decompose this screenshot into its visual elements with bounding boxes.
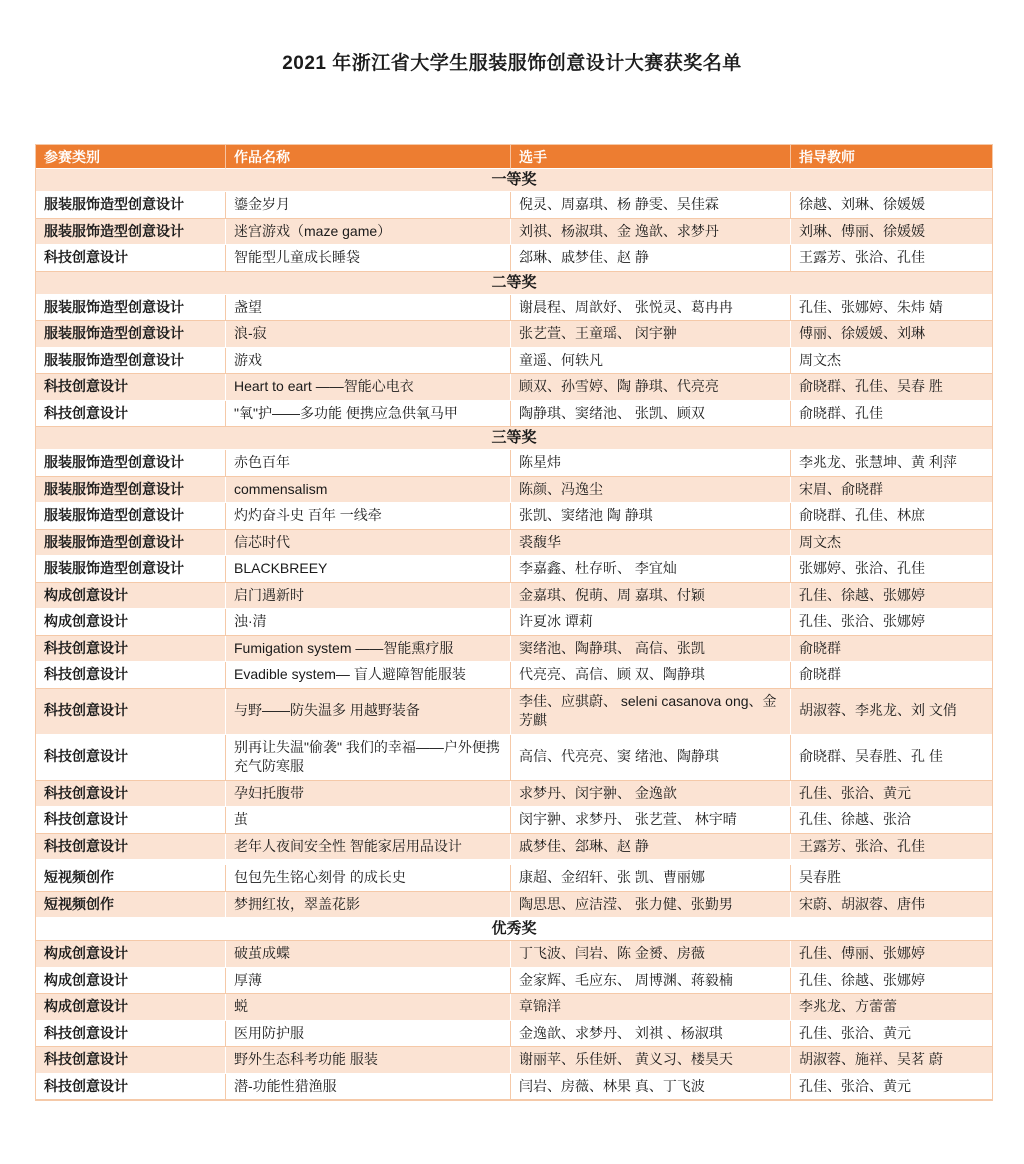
table-row (36, 321, 992, 348)
category-cell: 服装服饰造型创意设计 (36, 503, 226, 530)
teachers-cell: 俞晓群、孔佳、林庶 (791, 503, 992, 530)
category-cell: 服装服饰造型创意设计 (36, 321, 226, 348)
teachers-cell: 俞晓群、吴春胜、孔 佳 (791, 735, 992, 781)
category-cell: 服装服饰造型创意设计 (36, 477, 226, 504)
contestants-cell: 童遥、何轶凡 (511, 348, 791, 375)
document-page (0, 52, 1024, 1164)
teachers-cell: 李兆龙、方蕾蕾 (791, 994, 992, 1021)
work-cell: 茧 (226, 807, 511, 834)
category-cell: 科技创意设计 (36, 401, 226, 428)
contestants-cell: 顾双、孙雪婷、陶 静琪、代亮亮 (511, 374, 791, 401)
category-cell: 科技创意设计 (36, 689, 226, 735)
teachers-cell: 孔佳、张洽、张娜婷 (791, 609, 992, 636)
table-row (36, 807, 992, 834)
contestants-cell: 金逸歆、求梦丹、 刘祺 、杨淑琪 (511, 1021, 791, 1048)
work-cell: "氧"护——多功能 便携应急供氧马甲 (226, 401, 511, 428)
teachers-cell: 胡淑蓉、施祥、吴茗 蔚 (791, 1047, 992, 1074)
table-row (36, 450, 992, 477)
work-cell: 浪-寂 (226, 321, 511, 348)
work-cell: 梦拥红妆，翠盖花影 (226, 892, 511, 919)
section-label: 优秀奖 (36, 918, 992, 941)
table-header-row (36, 145, 992, 169)
category-cell: 服装服饰造型创意设计 (36, 348, 226, 375)
teachers-cell: 周文杰 (791, 348, 992, 375)
work-cell: 信芯时代 (226, 530, 511, 557)
contestants-cell: 陈星炜 (511, 450, 791, 477)
section-row (36, 427, 992, 450)
category-cell: 科技创意设计 (36, 1021, 226, 1048)
category-cell: 服装服饰造型创意设计 (36, 450, 226, 477)
work-cell: 包包先生铭心刻骨 的成长史 (226, 865, 511, 892)
teachers-cell: 俞晓群 (791, 636, 992, 663)
contestants-cell: 刘祺、杨淑琪、金 逸歆、求梦丹 (511, 219, 791, 246)
contestants-cell: 陈颜、冯逸尘 (511, 477, 791, 504)
category-cell: 科技创意设计 (36, 245, 226, 272)
work-cell: 鎏金岁月 (226, 192, 511, 219)
awards-table-wrap (35, 144, 991, 1101)
teachers-cell: 王露芳、张洽、孔佳 (791, 834, 992, 861)
teachers-cell: 宋眉、俞晓群 (791, 477, 992, 504)
work-cell: 智能型儿童成长睡袋 (226, 245, 511, 272)
work-cell: 盏望 (226, 295, 511, 322)
teachers-cell: 王露芳、张洽、孔佳 (791, 245, 992, 272)
table-row (36, 1047, 992, 1074)
category-cell: 服装服饰造型创意设计 (36, 192, 226, 219)
category-cell: 构成创意设计 (36, 941, 226, 968)
category-cell: 科技创意设计 (36, 662, 226, 689)
teachers-cell: 周文杰 (791, 530, 992, 557)
teachers-cell: 傅丽、徐媛媛、刘琳 (791, 321, 992, 348)
table-row (36, 401, 992, 428)
category-cell: 科技创意设计 (36, 807, 226, 834)
teachers-cell: 宋蔚、胡淑蓉、唐伟 (791, 892, 992, 919)
work-cell: Evadible system— 盲人避障智能服装 (226, 662, 511, 689)
table-row (36, 941, 992, 968)
awards-table-body (36, 169, 992, 1100)
table-row (36, 662, 992, 689)
work-cell: 医用防护服 (226, 1021, 511, 1048)
contestants-cell: 李嘉鑫、杜存昕、 李宜灿 (511, 556, 791, 583)
table-row (36, 636, 992, 663)
contestants-cell: 陶思思、应洁滢、 张力健、张勤男 (511, 892, 791, 919)
table-row (36, 689, 992, 735)
teachers-cell: 孔佳、张洽、黄元 (791, 1074, 992, 1101)
teachers-cell: 俞晓群 (791, 662, 992, 689)
contestants-cell: 张艺萱、王童瑶、 闵宇翀 (511, 321, 791, 348)
contestants-cell: 窦绪池、陶静琪、 高信、张凯 (511, 636, 791, 663)
contestants-cell: 金嘉琪、倪萌、周 嘉琪、付颖 (511, 583, 791, 610)
work-cell: BLACKBREEY (226, 556, 511, 583)
table-row (36, 348, 992, 375)
table-row (36, 503, 992, 530)
header-cell-1: 作品名称 (226, 145, 511, 169)
section-label: 一等奖 (36, 169, 992, 192)
table-row (36, 556, 992, 583)
category-cell: 科技创意设计 (36, 834, 226, 861)
contestants-cell: 闵宇翀、求梦丹、 张艺萱、 林宇晴 (511, 807, 791, 834)
category-cell: 构成创意设计 (36, 609, 226, 636)
work-cell: 厚薄 (226, 968, 511, 995)
work-cell: 孕妇托腹带 (226, 781, 511, 808)
contestants-cell: 章锦洋 (511, 994, 791, 1021)
work-cell: 迷宫游戏（maze game） (226, 219, 511, 246)
work-cell: 蜕 (226, 994, 511, 1021)
table-row (36, 245, 992, 272)
contestants-cell: 金家辉、毛应东、 周博渊、蒋毅楠 (511, 968, 791, 995)
teachers-cell: 孔佳、徐越、张娜婷 (791, 583, 992, 610)
page-title: 2021 年浙江省大学生服装服饰创意设计大赛获奖名单 (282, 53, 742, 74)
category-cell: 服装服饰造型创意设计 (36, 219, 226, 246)
contestants-cell: 郐琳、戚梦佳、赵 静 (511, 245, 791, 272)
contestants-cell: 陶静琪、窦绪池、 张凯、顾双 (511, 401, 791, 428)
contestants-cell: 求梦丹、闵宇翀、 金逸歆 (511, 781, 791, 808)
teachers-cell: 孔佳、张洽、黄元 (791, 1021, 992, 1048)
teachers-cell: 孔佳、张娜婷、朱炜 婧 (791, 295, 992, 322)
work-cell: 灼灼奋斗史 百年 一线牵 (226, 503, 511, 530)
work-cell: 启门遇新时 (226, 583, 511, 610)
table-row (36, 192, 992, 219)
category-cell: 科技创意设计 (36, 1074, 226, 1101)
work-cell: 与野——防失温多 用越野装备 (226, 689, 511, 735)
contestants-cell: 康超、金绍轩、张 凯、曹丽娜 (511, 865, 791, 892)
table-row (36, 968, 992, 995)
table-row (36, 735, 992, 781)
category-cell: 服装服饰造型创意设计 (36, 295, 226, 322)
table-row (36, 865, 992, 892)
category-cell: 科技创意设计 (36, 636, 226, 663)
teachers-cell: 俞晓群、孔佳 (791, 401, 992, 428)
header-cell-0: 参赛类别 (36, 145, 226, 169)
table-row (36, 374, 992, 401)
teachers-cell: 徐越、刘琳、徐媛媛 (791, 192, 992, 219)
category-cell: 科技创意设计 (36, 781, 226, 808)
table-row (36, 530, 992, 557)
table-row (36, 892, 992, 919)
contestants-cell: 谢晨程、周歆妤、 张悦灵、葛冉冉 (511, 295, 791, 322)
table-row (36, 477, 992, 504)
contestants-cell: 许夏冰 谭莉 (511, 609, 791, 636)
contestants-cell: 戚梦佳、郐琳、赵 静 (511, 834, 791, 861)
category-cell: 构成创意设计 (36, 968, 226, 995)
category-cell: 构成创意设计 (36, 994, 226, 1021)
work-cell: 别再让失温"偷袭" 我们的幸福——户外便携充气防寒服 (226, 735, 511, 781)
work-cell: Heart to eart ——智能心电衣 (226, 374, 511, 401)
table-row (36, 219, 992, 246)
work-cell: 老年人夜间安全性 智能家居用品设计 (226, 834, 511, 861)
work-cell: 游戏 (226, 348, 511, 375)
contestants-cell: 代亮亮、高信、顾 双、陶静琪 (511, 662, 791, 689)
table-row (36, 583, 992, 610)
work-cell: Fumigation system ——智能熏疗服 (226, 636, 511, 663)
category-cell: 短视频创作 (36, 892, 226, 919)
teachers-cell: 张娜婷、张洽、孔佳 (791, 556, 992, 583)
teachers-cell: 孔佳、徐越、张娜婷 (791, 968, 992, 995)
contestants-cell: 倪灵、周嘉琪、杨 静雯、吴佳霖 (511, 192, 791, 219)
header-cell-2: 选手 (511, 145, 791, 169)
category-cell: 科技创意设计 (36, 735, 226, 781)
teachers-cell: 孔佳、张洽、黄元 (791, 781, 992, 808)
section-label: 二等奖 (36, 272, 992, 295)
table-row (36, 781, 992, 808)
teachers-cell: 孔佳、徐越、张洽 (791, 807, 992, 834)
contestants-cell: 张凯、窦绪池 陶 静琪 (511, 503, 791, 530)
work-cell: commensalism (226, 477, 511, 504)
contestants-cell: 丁飞波、闫岩、陈 金赟、房薇 (511, 941, 791, 968)
table-row (36, 834, 992, 861)
contestants-cell: 闫岩、房薇、林果 真、丁飞波 (511, 1074, 791, 1101)
work-cell: 潜-功能性猎渔服 (226, 1074, 511, 1101)
section-row (36, 918, 992, 941)
work-cell: 赤色百年 (226, 450, 511, 477)
table-row (36, 1074, 992, 1101)
teachers-cell: 刘琳、傅丽、徐媛媛 (791, 219, 992, 246)
section-row (36, 272, 992, 295)
teachers-cell: 胡淑蓉、李兆龙、刘 文俏 (791, 689, 992, 735)
contestants-cell: 谢丽苹、乐佳妍、 黄义习、楼昊天 (511, 1047, 791, 1074)
category-cell: 短视频创作 (36, 865, 226, 892)
teachers-cell: 吴春胜 (791, 865, 992, 892)
category-cell: 科技创意设计 (36, 1047, 226, 1074)
header-cell-3: 指导教师 (791, 145, 992, 169)
table-row (36, 609, 992, 636)
section-label: 三等奖 (36, 427, 992, 450)
category-cell: 服装服饰造型创意设计 (36, 530, 226, 557)
contestants-cell: 李佳、应骐蔚、 seleni casanova ong、金芳麒 (511, 689, 791, 735)
work-cell: 破茧成蝶 (226, 941, 511, 968)
table-row (36, 295, 992, 322)
category-cell: 服装服饰造型创意设计 (36, 556, 226, 583)
awards-table (35, 144, 993, 1101)
contestants-cell: 裘馥华 (511, 530, 791, 557)
table-row (36, 1021, 992, 1048)
teachers-cell: 李兆龙、张慧坤、黄 利萍 (791, 450, 992, 477)
section-row (36, 169, 992, 192)
category-cell: 科技创意设计 (36, 374, 226, 401)
contestants-cell: 高信、代亮亮、窦 绪池、陶静琪 (511, 735, 791, 781)
work-cell: 野外生态科考功能 服装 (226, 1047, 511, 1074)
teachers-cell: 俞晓群、孔佳、吴春 胜 (791, 374, 992, 401)
teachers-cell: 孔佳、傅丽、张娜婷 (791, 941, 992, 968)
table-row (36, 994, 992, 1021)
work-cell: 浊·清 (226, 609, 511, 636)
category-cell: 构成创意设计 (36, 583, 226, 610)
